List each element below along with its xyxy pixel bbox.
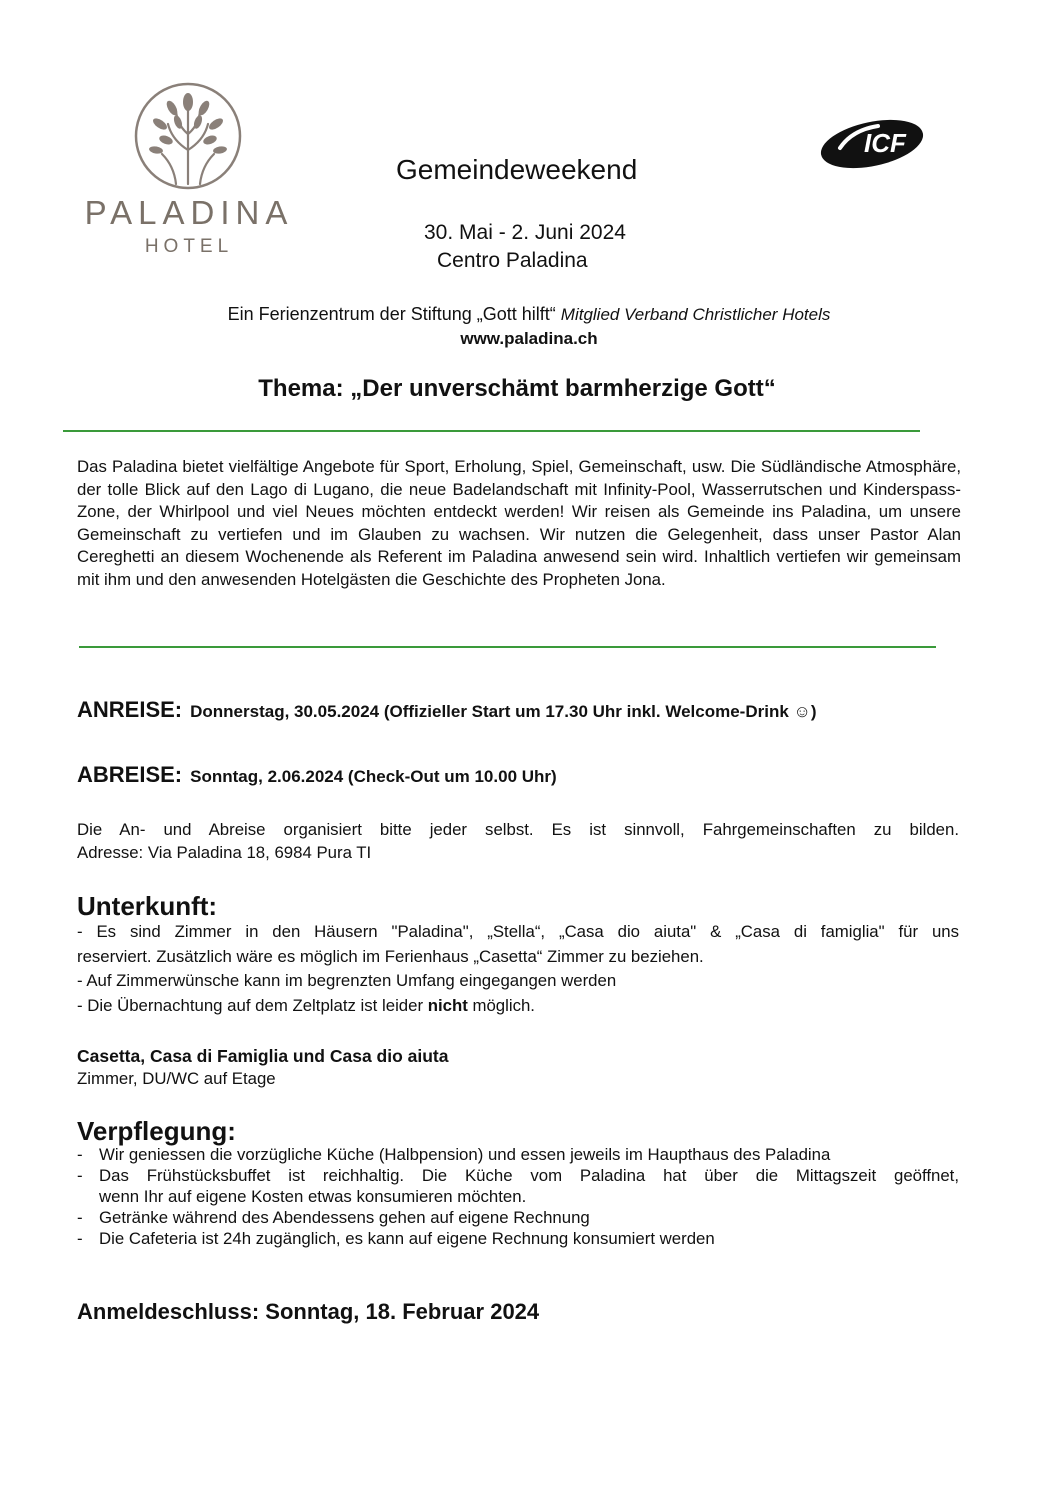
accommodation-item: - Es sind Zimmer in den Häusern "Paladina", „Stella“, „Casa dio aiuta" & „Casa di famiglia" für uns xyxy=(77,922,959,941)
divider-top xyxy=(63,430,920,432)
departure-text: Sonntag, 2.06.2024 (Check-Out um 10.00 Uhr) xyxy=(190,767,557,786)
departure-line xyxy=(77,762,557,788)
arrival-text: Donnerstag, 30.05.2024 (Offizieller Start um 17.30 Uhr inkl. Welcome-Drink ☺) xyxy=(190,702,817,721)
list-item-cont: wenn Ihr auf eigene Kosten etwas konsumieren möchten. xyxy=(99,1187,527,1206)
foundation-member: Mitglied Verband Christlicher Hotels xyxy=(560,305,831,324)
intro-paragraph: Das Paladina bietet vielfältige Angebote für Sport, Erholung, Spiel, Gemeinschaft, usw. Die Südländische Atmosphäre, der tolle Blick auf den Lago di Lugano, die neue Badelandschaft mit Infinity-Pool, Wasserrutschen und Kinderspass-Zone, der Whirlpool und viel Neues möchten entdeckt werden! Wir reisen als Gemeinde ins Paladina, um unsere Gemeinschaft zu vertiefen und im Glauben zu wachsen. Wir nutzen die Gelegenheit, dass unser Pastor Alan Cereghetti an diesem Wochenende als Referent im Paladina anwesend sein wird. Inhaltlich vertiefen wir gemeinsam mit ihm und den anwesenden Hotelgästen die Geschichte des Propheten Jona. xyxy=(77,457,961,589)
website-link[interactable]: www.paladina.ch xyxy=(460,329,598,348)
event-place: Centro Paladina xyxy=(437,249,588,272)
accommodation-item-cont: reserviert. Zusätzlich wäre es möglich im Ferienhaus „Casetta“ Zimmer zu beziehen. xyxy=(77,946,704,966)
accommodation-heading: Unterkunft: xyxy=(77,891,218,921)
accommodation-item: - Die Übernachtung auf dem Zeltplatz ist leider nicht möglich. xyxy=(77,995,535,1015)
event-title: Gemeindeweekend xyxy=(396,154,638,185)
brand-name: PALADINA xyxy=(84,194,294,231)
brand-subtitle: HOTEL xyxy=(144,236,234,257)
icf-logo-text: ICF xyxy=(864,128,906,158)
catering-heading: Verpflegung: xyxy=(77,1116,236,1146)
arrival-line xyxy=(77,697,817,723)
icf-logo-icon xyxy=(818,114,930,172)
list-item: - Wir geniessen die vorzügliche Küche (Halbpension) und essen jeweils im Haupthaus des Paladina xyxy=(77,1145,831,1164)
casetta-text: Zimmer, DU/WC auf Etage xyxy=(77,1069,276,1088)
travel-note-line: Die An- und Abreise organisiert bitte jeder selbst. Es ist sinnvoll, Fahrgemeinschaften zu bilden. xyxy=(77,820,959,839)
theme-heading: Thema: „Der unverschämt barmherzige Gott“ xyxy=(258,375,776,402)
list-item: - Getränke während des Abendessens gehen auf eigene Rechnung xyxy=(77,1208,590,1227)
event-date: 30. Mai - 2. Juni 2024 xyxy=(424,221,626,244)
divider-bottom xyxy=(79,646,936,648)
tree-circle-icon xyxy=(132,80,244,192)
foundation-prefix: Ein Ferienzentrum der Stiftung „Gott hilft“ xyxy=(227,304,556,324)
foundation-line xyxy=(0,304,1058,325)
accommodation-list xyxy=(77,920,959,1018)
departure-label: ABREISE: xyxy=(77,762,183,787)
arrival-label: ANREISE: xyxy=(77,697,183,722)
address-line: Adresse: Via Paladina 18, 6984 Pura TI xyxy=(77,843,372,862)
casetta-title: Casetta, Casa di Famiglia und Casa dio aiuta xyxy=(77,1046,449,1066)
travel-note xyxy=(77,818,959,864)
registration-deadline: Anmeldeschluss: Sonntag, 18. Februar 2024 xyxy=(77,1299,540,1324)
catering-list xyxy=(77,1144,959,1249)
accommodation-item: - Auf Zimmerwünsche kann im begrenzten Umfang eingegangen werden xyxy=(77,971,617,990)
list-item: - Die Cafeteria ist 24h zugänglich, es kann auf eigene Rechnung konsumiert werden xyxy=(77,1229,715,1248)
list-item: - Das Frühstücksbuffet ist reichhaltig. Die Küche vom Paladina hat über die Mittagszeit geöffnet, xyxy=(77,1166,959,1185)
